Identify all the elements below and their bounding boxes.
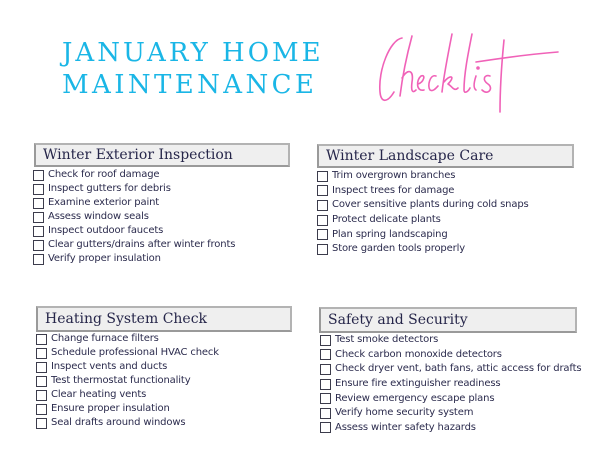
item-label: Ensure fire extinguisher readiness <box>335 378 501 390</box>
checklist <box>320 333 581 435</box>
page-title-line-1: JANUARY HOME <box>62 38 324 68</box>
checklist-item[interactable] <box>317 227 529 242</box>
item-label: Verify proper insulation <box>48 253 161 264</box>
checkbox[interactable] <box>36 418 47 429</box>
checklist <box>33 168 235 266</box>
section-heading: Winter Exterior Inspection <box>34 143 290 167</box>
checklist-item[interactable] <box>320 377 581 392</box>
item-label: Check for roof damage <box>48 169 160 180</box>
checkbox[interactable] <box>36 390 47 401</box>
checkbox[interactable] <box>317 244 328 255</box>
checkbox[interactable] <box>33 254 44 265</box>
item-label: Inspect gutters for debris <box>48 183 171 194</box>
item-label: Change furnace filters <box>51 333 159 344</box>
checkbox[interactable] <box>33 170 44 181</box>
checklist-item[interactable] <box>33 196 235 210</box>
checkbox[interactable] <box>317 171 328 182</box>
item-label: Examine exterior paint <box>48 197 160 208</box>
item-label: Inspect trees for damage <box>332 184 455 196</box>
checklist-item[interactable] <box>317 184 529 199</box>
checklist-item[interactable] <box>317 213 529 228</box>
checklist-script-icon <box>372 30 562 115</box>
checkbox[interactable] <box>33 226 44 237</box>
checkbox[interactable] <box>33 240 44 251</box>
item-label: Assess window seals <box>48 211 149 222</box>
checklist-item[interactable] <box>317 169 529 184</box>
checkbox[interactable] <box>320 408 331 419</box>
item-label: Check carbon monoxide detectors <box>335 348 502 360</box>
checklist-item[interactable] <box>36 346 219 360</box>
checklist <box>317 169 529 257</box>
checkbox[interactable] <box>33 198 44 209</box>
checkbox[interactable] <box>320 335 331 346</box>
checkbox[interactable] <box>320 364 331 375</box>
checkbox[interactable] <box>317 229 328 240</box>
checklist-item[interactable] <box>33 238 235 252</box>
item-label: Protect delicate plants <box>332 214 441 226</box>
checkbox[interactable] <box>36 334 47 345</box>
checkbox[interactable] <box>33 184 44 195</box>
section-heading: Heating System Check <box>36 306 292 332</box>
checkbox[interactable] <box>36 376 47 387</box>
checklist-item[interactable] <box>33 210 235 224</box>
item-label: Inspect outdoor faucets <box>48 225 164 236</box>
item-label: Test thermostat functionality <box>51 375 191 386</box>
item-label: Clear heating vents <box>51 389 147 400</box>
checkbox[interactable] <box>317 200 328 211</box>
checklist-item[interactable] <box>320 421 581 436</box>
checkbox[interactable] <box>320 349 331 360</box>
item-label: Check dryer vent, bath fans, attic access for drafts <box>335 363 582 375</box>
checkbox[interactable] <box>33 212 44 223</box>
item-label: Store garden tools properly <box>332 243 465 255</box>
checklist-item[interactable] <box>320 362 581 377</box>
checkbox[interactable] <box>36 404 47 415</box>
item-label: Inspect vents and ducts <box>51 361 168 372</box>
item-label: Review emergency escape plans <box>335 392 495 404</box>
checkbox[interactable] <box>320 422 331 433</box>
checklist-item[interactable] <box>320 391 581 406</box>
item-label: Clear gutters/drains after winter fronts <box>48 239 236 250</box>
checklist-item[interactable] <box>36 374 219 388</box>
section-heading: Safety and Security <box>319 307 577 333</box>
item-label: Plan spring landscaping <box>332 228 448 240</box>
item-label: Seal drafts around windows <box>51 417 186 428</box>
checklist-item[interactable] <box>36 388 219 402</box>
item-label: Ensure proper insulation <box>51 403 170 414</box>
checklist-item[interactable] <box>33 224 235 238</box>
checklist-item[interactable] <box>320 406 581 421</box>
item-label: Schedule professional HVAC check <box>51 347 219 358</box>
checklist-item[interactable] <box>36 360 219 374</box>
checklist-item[interactable] <box>33 252 235 266</box>
checklist-item[interactable] <box>33 168 235 182</box>
section-heading: Winter Landscape Care <box>317 144 574 168</box>
checklist-item[interactable] <box>36 332 219 346</box>
checkbox[interactable] <box>317 215 328 226</box>
checklist-item[interactable] <box>33 182 235 196</box>
item-label: Cover sensitive plants during cold snaps <box>332 199 529 211</box>
item-label: Test smoke detectors <box>335 334 439 346</box>
checkbox[interactable] <box>320 379 331 390</box>
checkbox[interactable] <box>36 348 47 359</box>
checkbox[interactable] <box>320 393 331 404</box>
checklist-item[interactable] <box>320 348 581 363</box>
item-label: Verify home security system <box>335 407 474 419</box>
checklist-item[interactable] <box>317 242 529 257</box>
checkbox[interactable] <box>317 185 328 196</box>
checkbox[interactable] <box>36 362 47 373</box>
checklist-item[interactable] <box>320 333 581 348</box>
checklist-item[interactable] <box>36 416 219 430</box>
item-label: Trim overgrown branches <box>332 170 456 182</box>
page-title-line-2: MAINTENANCE <box>62 70 318 100</box>
checklist-item[interactable] <box>36 402 219 416</box>
checklist-item[interactable] <box>317 198 529 213</box>
checklist <box>36 332 219 430</box>
item-label: Assess winter safety hazards <box>335 421 476 433</box>
checklist-script-title <box>372 30 562 115</box>
